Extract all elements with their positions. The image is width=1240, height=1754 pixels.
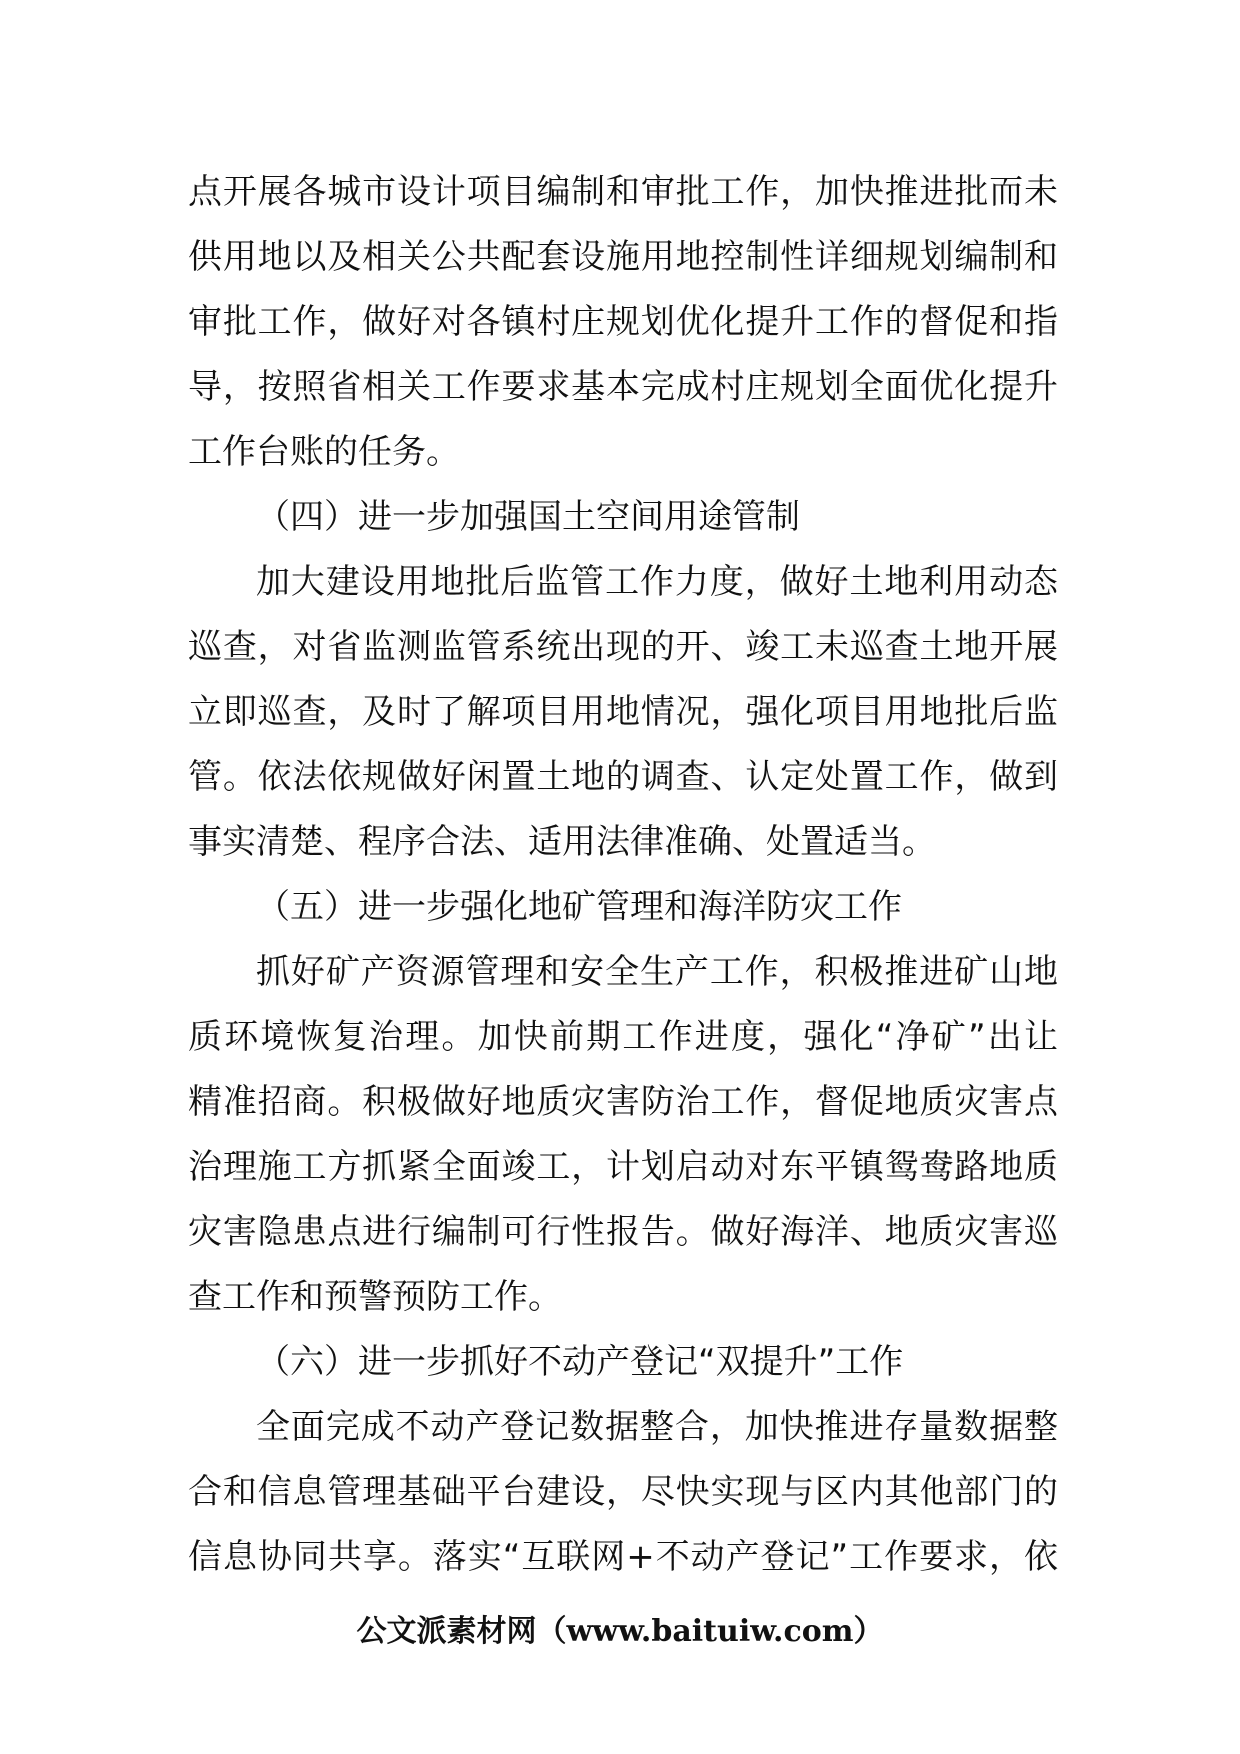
body-line: 点开展各城市设计项目编制和审批工作，加快推进批而未 [188,172,1058,212]
body-line: 导，按照省相关工作要求基本完成村庄规划全面优化提升 [188,367,1058,407]
section-heading-5: （五）进一步强化地矿管理和海洋防灾工作 [256,887,902,927]
body-line: 巡查，对省监测监管系统出现的开、竣工未巡查土地开展 [188,627,1058,667]
document-body [188,160,1058,1590]
body-line: 查工作和预警预防工作。 [188,1277,562,1317]
body-line: 事实清楚、程序合法、适用法律准确、处置适当。 [188,822,936,862]
body-line: 供用地以及相关公共配套设施用地控制性详细规划编制和 [188,237,1058,277]
section-heading-6: （六）进一步抓好不动产登记“双提升”工作 [256,1342,904,1382]
body-line: 灾害隐患点进行编制可行性报告。做好海洋、地质灾害巡 [188,1212,1058,1252]
body-line: 合和信息管理基础平台建设，尽快实现与区内其他部门的 [188,1472,1058,1512]
footer-watermark-text: 公文派素材网（www.baituiw.com） [356,1614,884,1649]
body-line: 精准招商。积极做好地质灾害防治工作，督促地质灾害点 [188,1082,1058,1122]
body-line: 全面完成不动产登记数据整合，加快推进存量数据整 [256,1407,1058,1447]
body-line: 加大建设用地批后监管工作力度，做好土地利用动态 [256,562,1058,602]
body-line: 质环境恢复治理。加快前期工作进度，强化“净矿”出让 [188,1017,1058,1057]
body-line: 信息协同共享。落实“互联网+不动产登记”工作要求，依 [188,1537,1058,1577]
body-line: 管。依法依规做好闲置土地的调查、认定处置工作，做到 [188,757,1058,797]
body-line: 审批工作，做好对各镇村庄规划优化提升工作的督促和指 [188,302,1058,342]
section-heading-4: （四）进一步加强国土空间用途管制 [256,497,800,537]
body-line: 工作台账的任务。 [188,432,460,472]
body-line: 抓好矿产资源管理和安全生产工作，积极推进矿山地 [256,952,1058,992]
body-line: 治理施工方抓紧全面竣工，计划启动对东平镇鸳鸯路地质 [188,1147,1058,1187]
body-line: 立即巡查，及时了解项目用地情况，强化项目用地批后监 [188,692,1058,732]
